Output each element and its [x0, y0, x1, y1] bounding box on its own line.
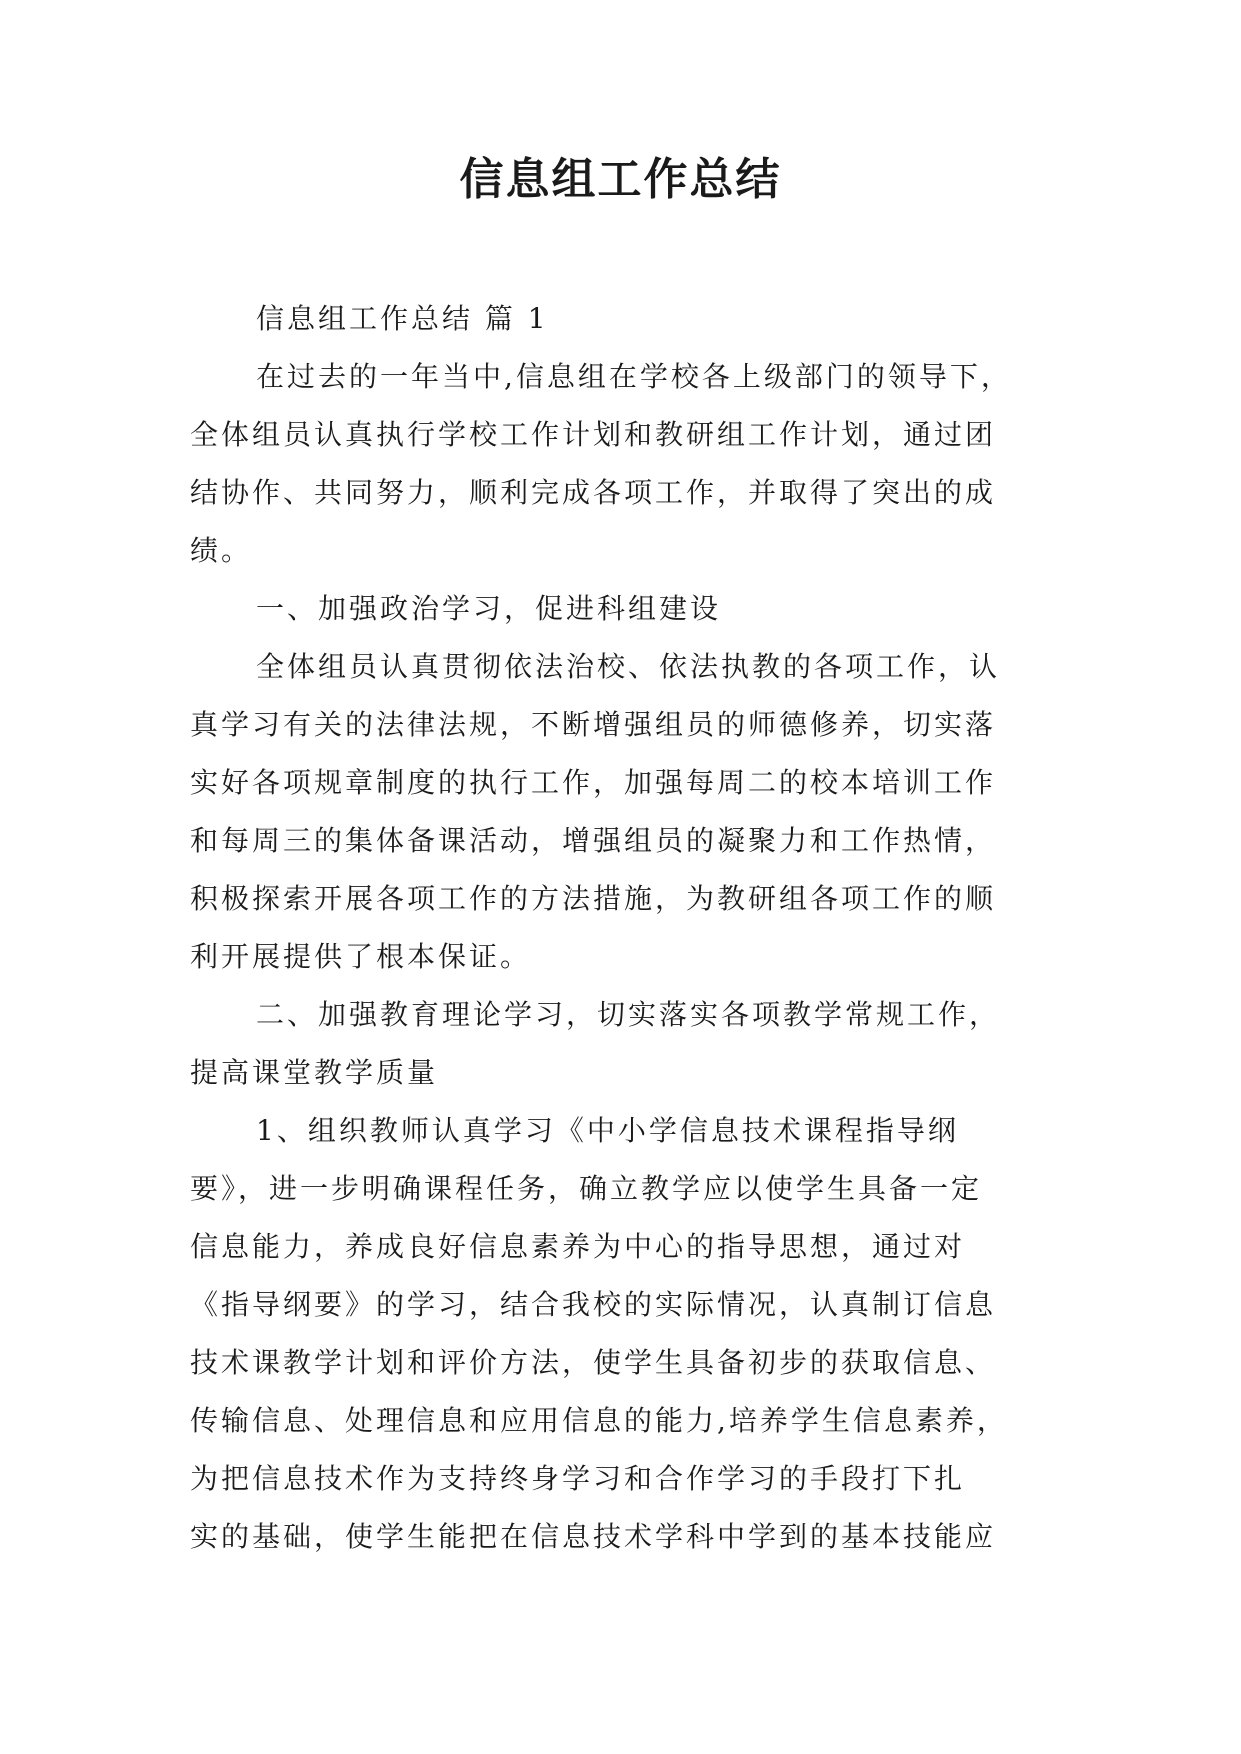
document-title: 信息组工作总结 [459, 154, 782, 205]
text-line: 提高课堂教学质量 [190, 1056, 439, 1089]
text-line: 结协作、共同努力，顺利完成各项工作，并取得了突出的成 [190, 476, 997, 509]
text-line: 全体组员认真执行学校工作计划和教研组工作计划，通过团 [190, 418, 997, 451]
text-line: 一、加强政治学习，促进科组建设 [256, 592, 722, 625]
document-body [190, 290, 1058, 1566]
text-line: 《指导纲要》的学习，结合我校的实际情况，认真制订信息 [190, 1288, 997, 1321]
text-line: 积极探索开展各项工作的方法措施，为教研组各项工作的顺 [190, 882, 997, 915]
text-line: 在过去的一年当中,信息组在学校各上级部门的领导下， [256, 360, 1012, 393]
text-line: 实的基础，使学生能把在信息技术学科中学到的基本技能应 [190, 1520, 997, 1553]
text-line: 1、组织教师认真学习《中小学信息技术课程指导纲 [256, 1114, 959, 1147]
text-line: 二、加强教育理论学习，切实落实各项教学常规工作， [256, 998, 1001, 1031]
text-line: 全体组员认真贯彻依法治校、依法执教的各项工作，认 [256, 650, 1001, 683]
text-line: 为把信息技术作为支持终身学习和合作学习的手段打下扎 [190, 1462, 966, 1495]
text-line: 利开展提供了根本保证。 [190, 940, 532, 973]
text-line: 传输信息、处理信息和应用信息的能力,培养学生信息素养， [190, 1404, 1008, 1437]
text-line: 信息组工作总结 篇 1 [256, 302, 549, 335]
text-line: 要》，进一步明确课程任务，确立教学应以使学生具备一定 [190, 1172, 983, 1205]
text-line: 和每周三的集体备课活动，增强组员的凝聚力和工作热情， [190, 824, 997, 857]
text-line: 实好各项规章制度的执行工作，加强每周二的校本培训工作 [190, 766, 997, 799]
text-line: 信息能力，养成良好信息素养为中心的指导思想，通过对 [190, 1230, 966, 1263]
text-line: 真学习有关的法律法规，不断增强组员的师德修养，切实落 [190, 708, 997, 741]
text-line: 绩。 [190, 534, 253, 567]
text-line: 技术课教学计划和评价方法，使学生具备初步的获取信息、 [190, 1346, 997, 1379]
